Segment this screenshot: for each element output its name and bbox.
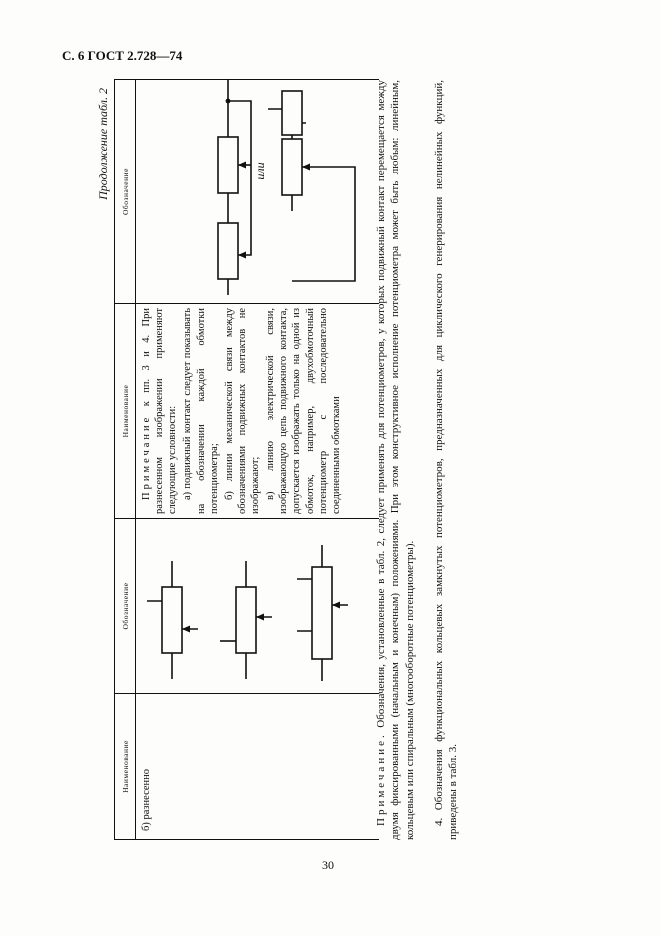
- symbols-cell-right: [136, 80, 380, 304]
- footnote-note-text: Обозначения, установленные в табл. 2, следует применять для потенциометров, у которых подвижный контакт перемещается между двумя фиксированными (начальным и конечным) положениями. При этом конструктивное исполнение потенциометра может быть любым: линейным, кольцевым или спиральным (многооборотные потенциометры).: [375, 80, 416, 840]
- symbols-table: [114, 79, 379, 840]
- header-name-1: Наименование: [115, 694, 136, 840]
- split-potentiometer-diagram: [140, 75, 375, 299]
- note-intro: к пп. 3 и 4. При разнесенном изображении применяют следующие условности:: [141, 308, 179, 514]
- note-title: Примечание: [141, 414, 152, 500]
- note-item-a: а) подвижный контакт следует показывать на обозначении каждой обмотки потенциометра;: [182, 308, 220, 514]
- header-symbol-2: Обозначение: [115, 80, 136, 304]
- footnote-note: [374, 80, 417, 840]
- symbols-cell-left: [136, 519, 380, 694]
- rotated-content: [96, 80, 636, 840]
- note-item-b: б) линии механической связи между обозначениями подвижных контактов не изображают;: [223, 308, 261, 514]
- page-header: С. 6 ГОСТ 2.728—74: [62, 48, 183, 63]
- note-item-c: в) линию электрической связи, изображающую цепь подвижного контакта, допускается изображать только на одной из обмоток, например, двухобмоточный потенциометр с последовательно соединенными обмотками: [265, 308, 342, 514]
- section-4-paragraph: 4. Обозначения функциональных кольцевых замкнутых потенциометров, предназначенных для циклического генерирования нелинейных функций, приведены в табл. 3.: [433, 80, 460, 840]
- header-name-2: Наименование: [115, 304, 136, 519]
- note-cell: [136, 304, 380, 519]
- row-name: б) разнесенно: [141, 768, 152, 831]
- potentiometer-symbols-left: [140, 514, 360, 689]
- row-name-cell: [136, 694, 380, 840]
- page-number: 30: [322, 858, 334, 872]
- continuation-label: Продолжение табл. 2: [96, 88, 110, 200]
- or-label: или: [253, 162, 267, 180]
- header-symbol-1: Обозначение: [115, 519, 136, 694]
- footnote-note-title: Примечание.: [375, 732, 387, 826]
